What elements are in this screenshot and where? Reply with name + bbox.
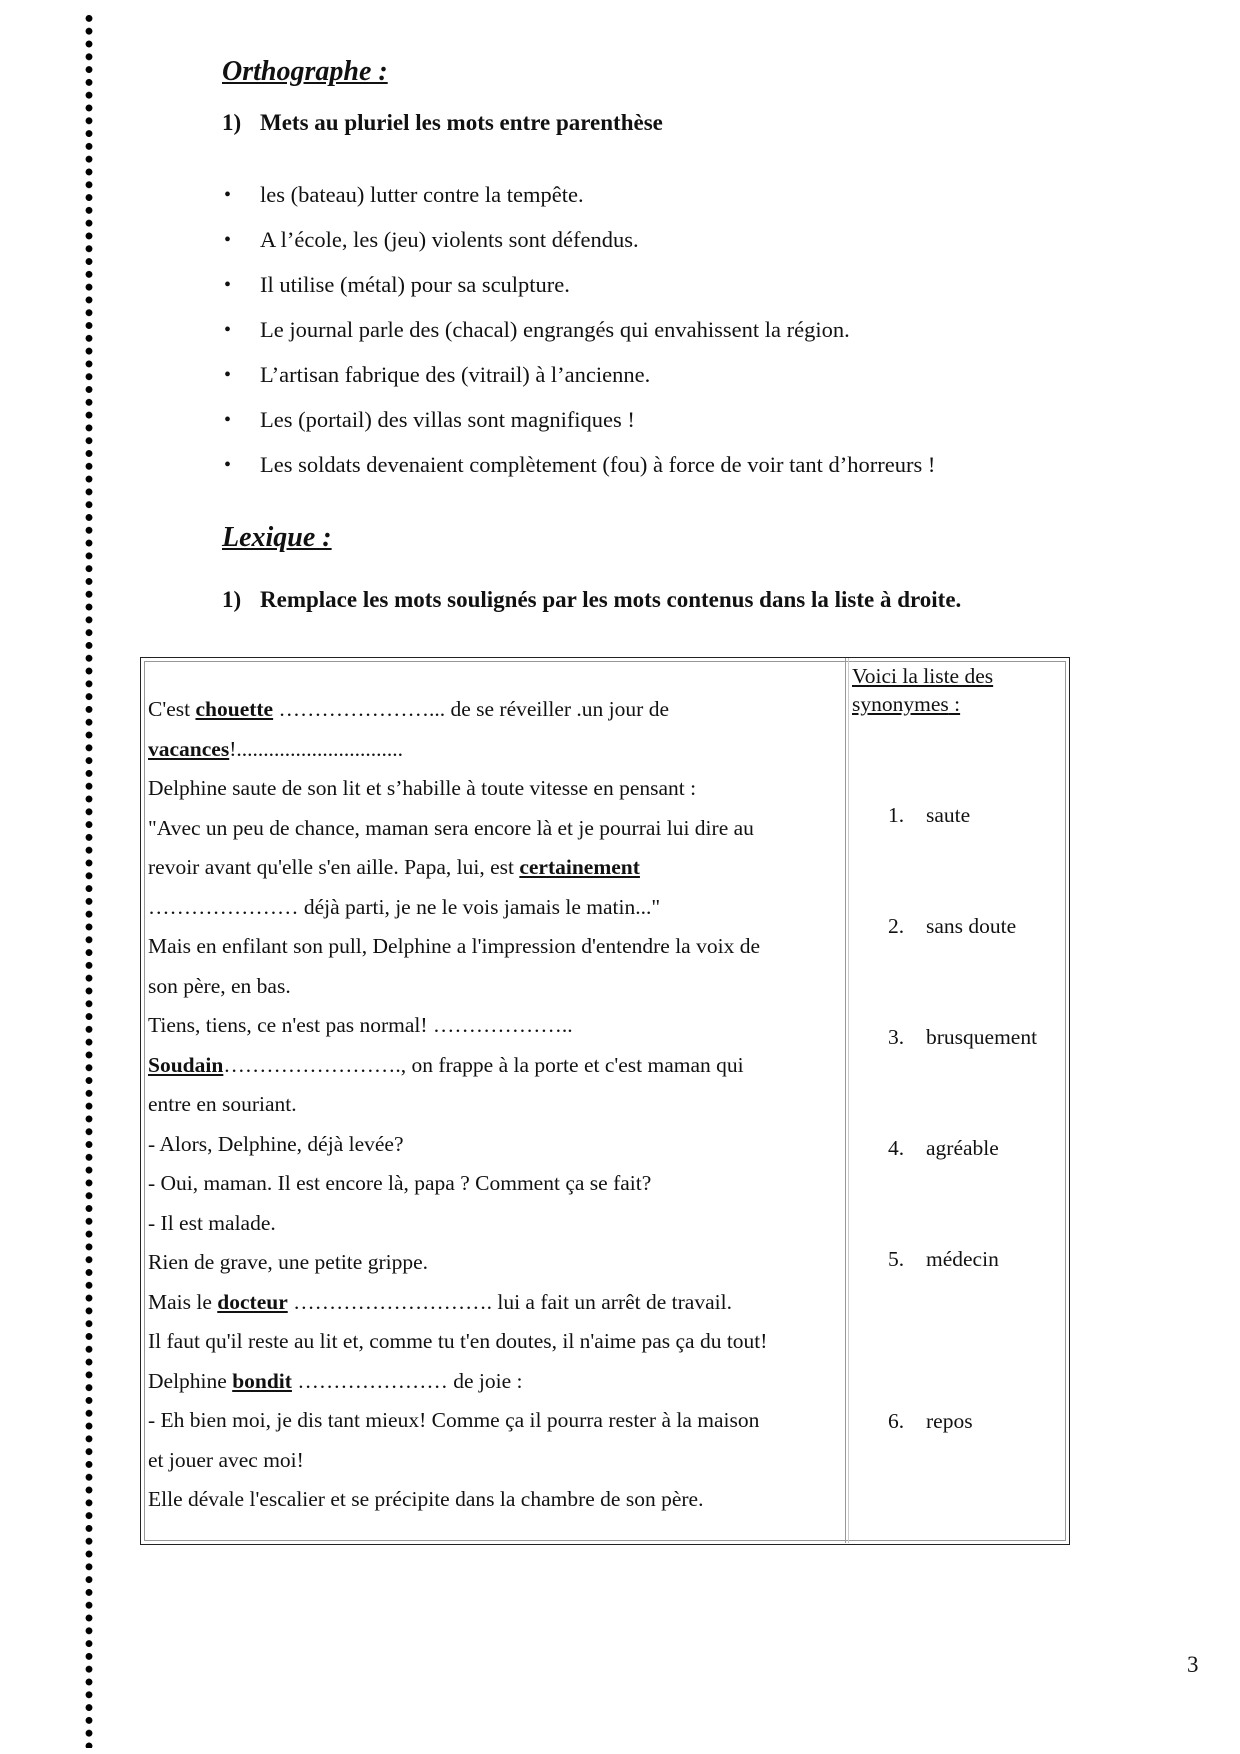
synonym-item: 2. sans doute	[888, 914, 1017, 938]
synonym-item: 1. saute	[888, 803, 971, 827]
story-text	[148, 690, 838, 1520]
text-line: et jouer avec moi!	[148, 1447, 304, 1472]
synonym-item: 5. médecin	[888, 1247, 999, 1271]
synonym-item: 6. repos	[888, 1409, 973, 1433]
underlined-word: Soudain	[148, 1052, 224, 1077]
list-item: • les (bateau) lutter contre la tempête.	[222, 178, 935, 223]
underlined-word: certainement	[519, 855, 640, 879]
underlined-word: bondit	[232, 1368, 292, 1393]
orthographe-title: Orthographe :	[222, 56, 388, 87]
text-line: revoir avant qu'elle s'en aille. Papa, lui, est certainement	[148, 855, 640, 879]
text-line: ………………… déjà parti, je ne le vois jamais le matin..."	[148, 894, 661, 919]
underlined-word: vacances	[148, 736, 230, 761]
list-item: • A l’école, les (jeu) violents sont défendus.	[222, 223, 935, 268]
orthographe-question	[222, 110, 663, 136]
text-line: Soudain……………………., on frappe à la porte et c'est maman qui	[148, 1052, 744, 1077]
text-line: Mais le docteur ………………………. lui a fait un arrêt de travail.	[148, 1289, 732, 1314]
lexique-title: Lexique :	[222, 522, 332, 553]
text-line: - Il est malade.	[148, 1210, 276, 1235]
text-line: entre en souriant.	[148, 1092, 297, 1116]
text-line: Mais en enfilant son pull, Delphine a l'impression d'entendre la voix de	[148, 934, 760, 958]
question-text: Mets au pluriel les mots entre parenthèse	[260, 110, 663, 135]
list-item: • L’artisan fabrique des (vitrail) à l’ancienne.	[222, 358, 935, 403]
list-item: • Les soldats devenaient complètement (fou) à force de voir tant d’horreurs !	[222, 448, 935, 493]
text-line: Rien de grave, une petite grippe.	[148, 1250, 428, 1274]
text-line: Elle dévale l'escalier et se précipite dans la chambre de son père.	[148, 1487, 704, 1511]
text-line: Delphine saute de son lit et s’habille à toute vitesse en pensant :	[148, 776, 697, 800]
text-line: vacances!...............................	[148, 736, 403, 761]
binding-dots	[84, 12, 94, 1748]
question-number: 1)	[222, 587, 242, 612]
text-line: Il faut qu'il reste au lit et, comme tu t'en doutes, il n'aime pas ça du tout!	[148, 1329, 768, 1353]
underlined-word: docteur	[217, 1289, 288, 1314]
column-divider	[845, 658, 846, 1543]
text-line: C'est chouette …………………... de se réveiller .un jour de	[148, 697, 669, 721]
synonym-item: 3. brusquement	[888, 1025, 1038, 1049]
text-line: Tiens, tiens, ce n'est pas normal! ………………..	[148, 1013, 573, 1037]
text-line: - Oui, maman. Il est encore là, papa ? Comment ça se fait?	[148, 1171, 652, 1195]
list-item: • Les (portail) des villas sont magnifiques !	[222, 403, 935, 448]
synonym-heading: Voici la liste des synonymes :	[852, 664, 994, 716]
list-item: • Le journal parle des (chacal) engrangés qui envahissent la région.	[222, 313, 935, 358]
text-line: Delphine bondit ………………… de joie :	[148, 1368, 523, 1393]
page-number: 3	[1187, 1652, 1199, 1677]
column-divider	[848, 658, 849, 1543]
list-item: • Il utilise (métal) pour sa sculpture.	[222, 268, 935, 313]
text-line: - Alors, Delphine, déjà levée?	[148, 1131, 404, 1156]
text-line: - Eh bien moi, je dis tant mieux! Comme ça il pourra rester à la maison	[148, 1408, 760, 1432]
question-text: Remplace les mots soulignés par les mots contenus dans la liste à droite.	[260, 587, 962, 612]
lexique-question	[222, 587, 961, 613]
synonym-item: 4. agréable	[888, 1136, 999, 1160]
underlined-word: chouette	[195, 697, 274, 721]
text-line: son père, en bas.	[148, 973, 291, 998]
text-line: "Avec un peu de chance, maman sera encore là et je pourrai lui dire au	[148, 815, 754, 840]
sentence-list	[222, 178, 935, 493]
question-number: 1)	[222, 110, 242, 135]
